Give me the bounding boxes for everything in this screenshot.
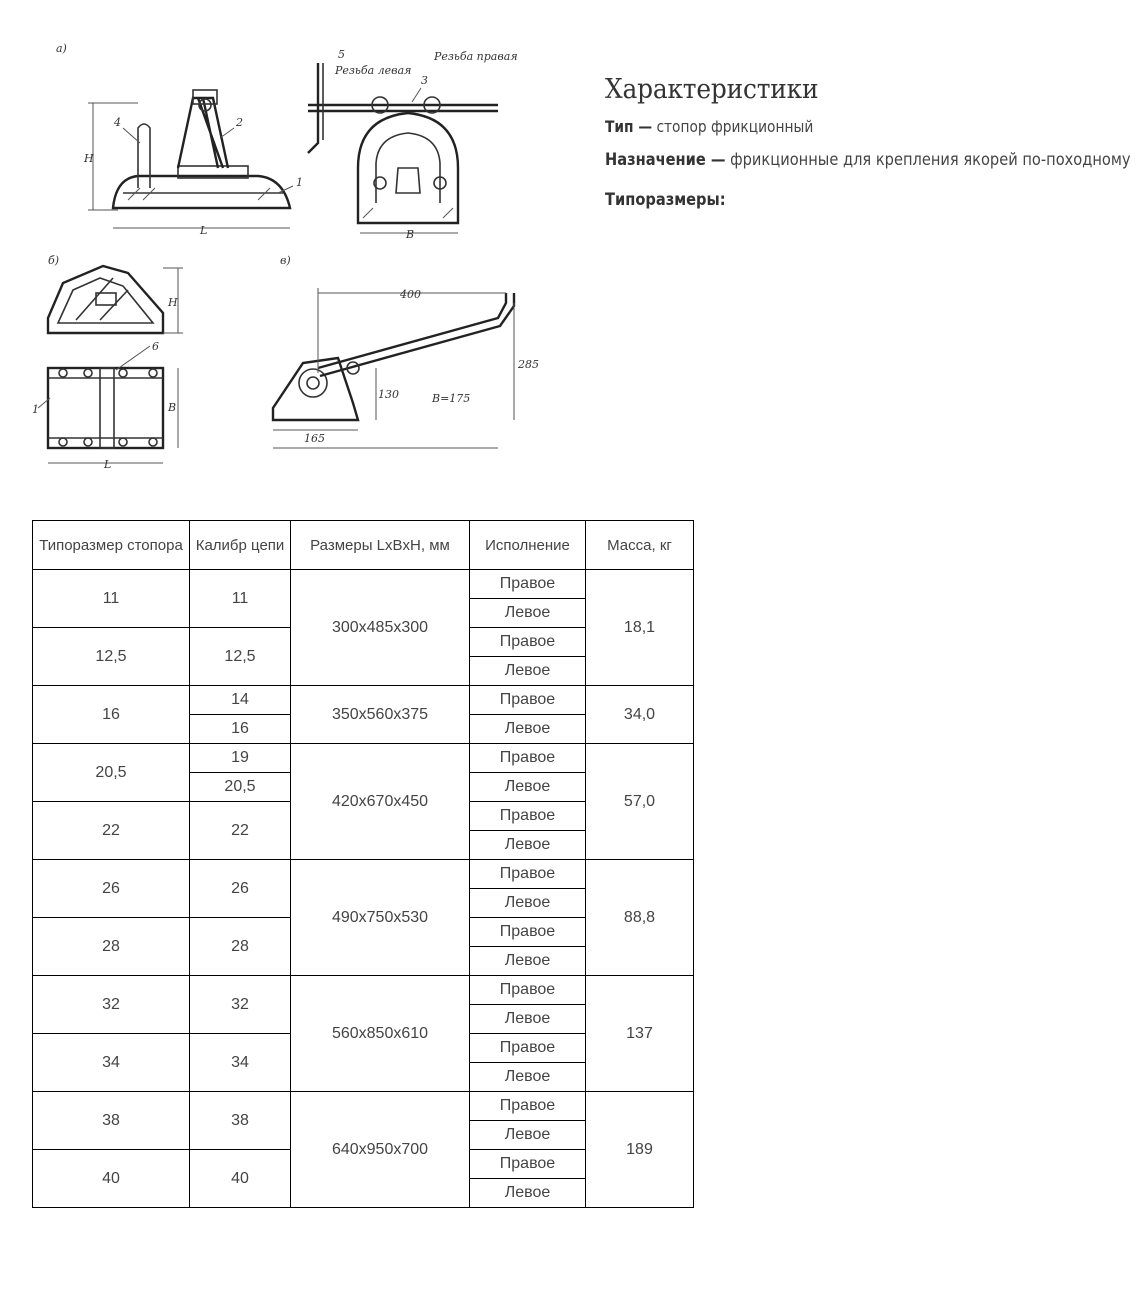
size-cell: 16 [33,686,190,744]
type-value: стопор фрикционный [656,117,814,136]
dim-L-label: L [200,224,208,237]
callout-3: 3 [421,74,428,87]
caliber-cell: 32 [190,976,291,1034]
stopper-b-views [32,266,183,471]
callout-6: 6 [152,340,159,353]
variant-cell: Правое [470,1092,586,1121]
caliber-cell: 22 [190,802,291,860]
sizes-line [605,190,1061,210]
dim-B-label: B [406,228,415,241]
size-cell: 38 [33,1092,190,1150]
dims-cell: 350x560x375 [291,686,470,744]
size-cell: 34 [33,1034,190,1092]
caliber-cell: 12,5 [190,628,291,686]
purpose-value: фрикционные для крепления якорей по-походному [730,150,1131,170]
table-header-row [33,521,694,570]
variant-cell: Левое [470,715,586,744]
caliber-cell: 20,5 [190,773,291,802]
dim-H-label: H [84,152,94,165]
mass-cell: 189 [586,1092,694,1208]
stopper-a-side-view [83,90,303,237]
variant-cell: Левое [470,947,586,976]
header-size: Типоразмер стопора [33,521,190,570]
caliber-cell: 28 [190,918,291,976]
size-cell: 11 [33,570,190,628]
variant-cell: Левое [470,1005,586,1034]
variant-cell: Правое [470,976,586,1005]
dims-cell: 560x850x610 [291,976,470,1092]
variant-cell: Левое [470,1121,586,1150]
variant-cell: Правое [470,570,586,599]
caliber-cell: 38 [190,1092,291,1150]
stopper-drawing-svg [28,28,548,483]
variant-cell: Правое [470,1150,586,1179]
caliber-cell: 11 [190,570,291,628]
callout-1: 1 [296,176,303,189]
dim-H2-label: H [168,296,178,309]
size-cell: 22 [33,802,190,860]
size-cell: 40 [33,1150,190,1208]
variant-cell: Правое [470,918,586,947]
dim-285-label: 285 [518,358,539,371]
fig-a-label: а) [56,42,67,55]
technical-drawing [28,28,548,483]
table-row [33,744,694,773]
mass-cell: 57,0 [586,744,694,860]
mass-cell: 18,1 [586,570,694,686]
table-row [33,860,694,889]
dims-cell: 490x750x530 [291,860,470,976]
thread-left-label: Резьба левая [335,64,412,77]
size-cell: 12,5 [33,628,190,686]
table-row [33,570,694,599]
table-row [33,686,694,715]
variant-cell: Левое [470,773,586,802]
size-cell: 26 [33,860,190,918]
size-cell: 28 [33,918,190,976]
header-caliber: Калибр цепи [190,521,291,570]
variant-cell: Левое [470,889,586,918]
variant-cell: Правое [470,686,586,715]
mass-cell: 137 [586,976,694,1092]
purpose-line [605,150,1131,170]
spec-table [32,520,694,1208]
header-variant: Исполнение [470,521,586,570]
stopper-a-front-view [308,48,518,241]
dim-B2-label: B [168,401,177,414]
header-mass: Масса, кг [586,521,694,570]
callout-5: 5 [338,48,345,61]
size-cell: 20,5 [33,744,190,802]
dim-L2-label: L [104,458,112,471]
variant-cell: Левое [470,657,586,686]
variant-cell: Правое [470,744,586,773]
mass-cell: 88,8 [586,860,694,976]
dim-130-label: 130 [378,388,399,401]
variant-cell: Правое [470,1034,586,1063]
caliber-cell: 16 [190,715,291,744]
callout-1b: 1 [32,403,39,416]
caliber-cell: 26 [190,860,291,918]
variant-cell: Правое [470,628,586,657]
mass-cell: 34,0 [586,686,694,744]
dims-cell: 300x485x300 [291,570,470,686]
dims-cell: 420x670x450 [291,744,470,860]
variant-cell: Левое [470,1063,586,1092]
thread-right-label: Резьба правая [434,50,518,63]
variant-cell: Правое [470,860,586,889]
variant-cell: Левое [470,831,586,860]
type-line [605,117,1061,136]
table-row [33,976,694,1005]
dim-400-label: 400 [400,288,421,301]
caliber-cell: 34 [190,1034,291,1092]
sizes-label: Типоразмеры: [605,190,726,210]
characteristics-block [605,74,1135,210]
header-dims: Размеры LxBxH, мм [291,521,470,570]
table-row [33,1092,694,1121]
type-label: Тип — [605,117,653,136]
variant-cell: Левое [470,1179,586,1208]
dim-165-label: 165 [304,432,325,445]
purpose-label: Назначение — [605,150,726,170]
fig-v-label: в) [280,254,291,267]
variant-cell: Левое [470,599,586,628]
fig-b-label: б) [48,254,60,267]
caliber-cell: 40 [190,1150,291,1208]
caliber-cell: 19 [190,744,291,773]
characteristics-title: Характеристики [605,74,819,105]
variant-cell: Правое [470,802,586,831]
dim-b175-label: B=175 [432,392,471,405]
callout-4: 4 [114,116,121,129]
dims-cell: 640x950x700 [291,1092,470,1208]
callout-2: 2 [236,116,243,129]
size-cell: 32 [33,976,190,1034]
caliber-cell: 14 [190,686,291,715]
stopper-v-lever-view [273,288,539,448]
